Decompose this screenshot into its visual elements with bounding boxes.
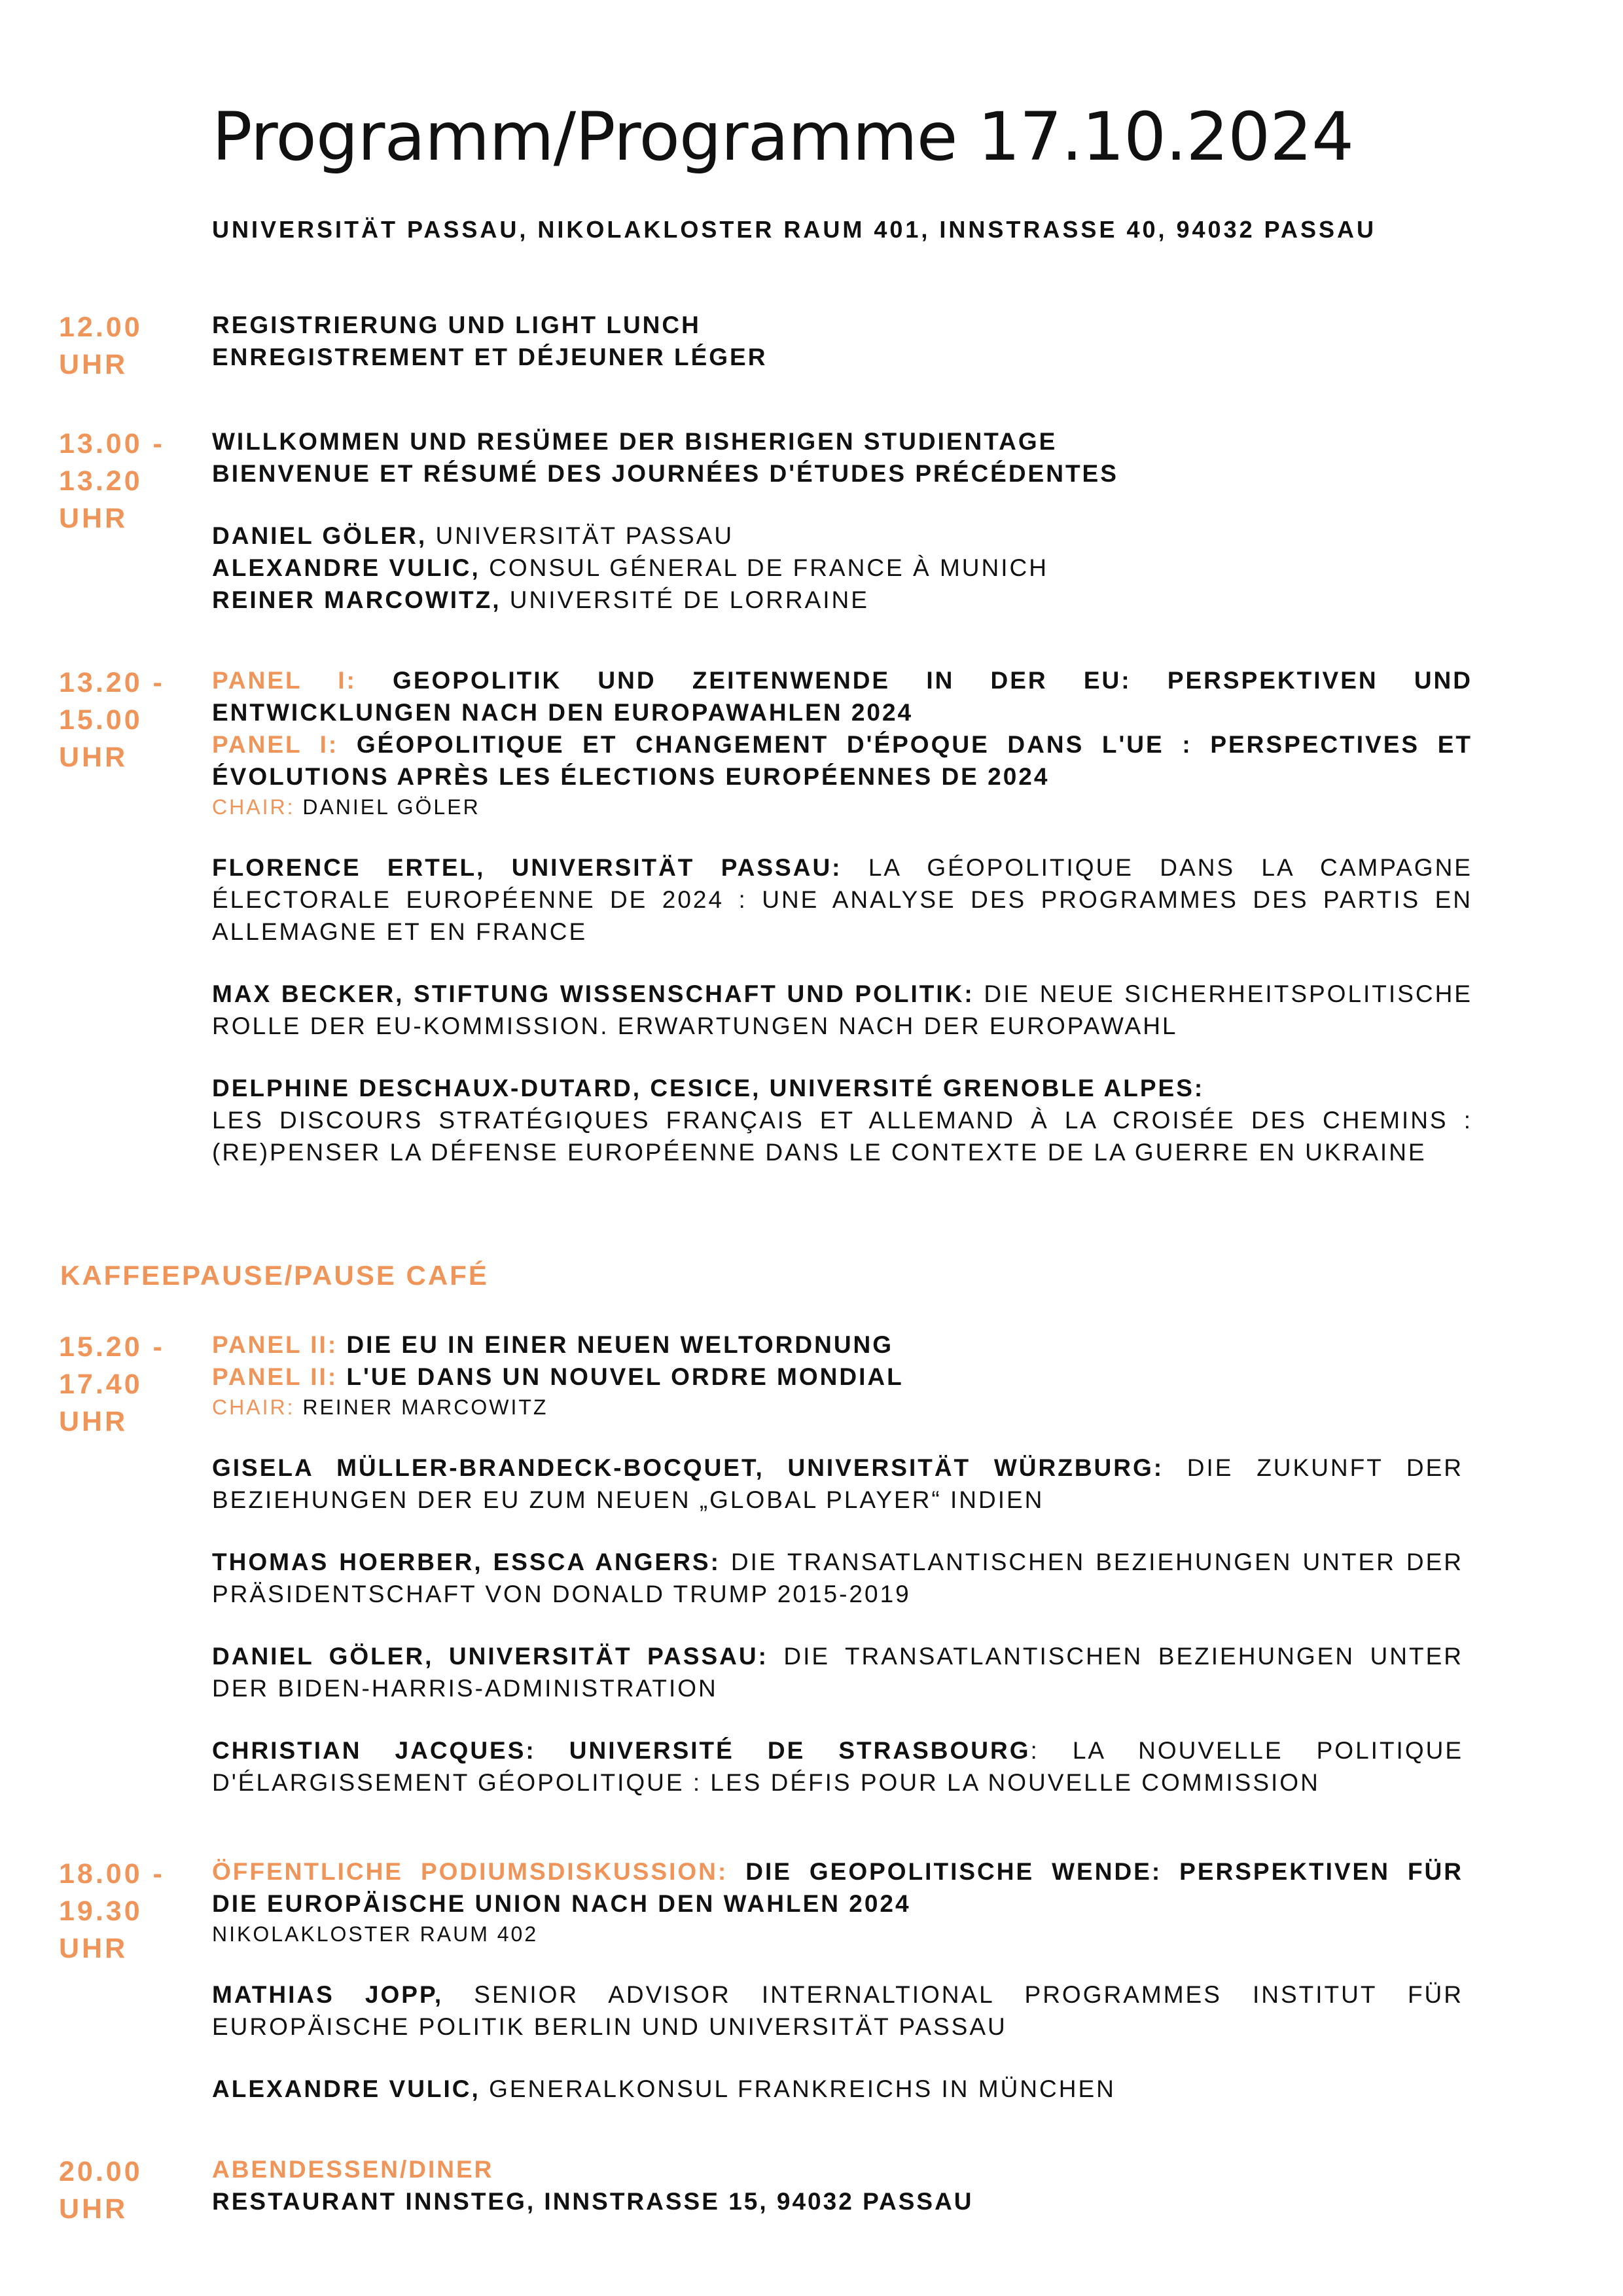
panel-label: PANEL I: — [212, 731, 339, 758]
talk-title: DIE TRANSATLANTISCHEN BEZIEHUNGEN UNTER DER PRÄSIDENTSCHAFT VON DONALD TRUMP 2015-2019 — [212, 1549, 1463, 1607]
talk-speaker-line — [212, 1072, 1472, 1104]
talk-speaker: DELPHINE DESCHAUX-DUTARD, CESICE, UNIVERSITÉ GRENOBLE ALPES: — [212, 1075, 1205, 1102]
podium-title-text: DIE GEOPOLITISCHE WENDE: PERSPEKTIVEN FÜR DIE EUROPÄISCHE UNION NACH DEN WAHLEN 2024 — [212, 1858, 1463, 1917]
podium-title — [212, 1856, 1463, 1920]
talk-speaker: GISELA MÜLLER-BRANDECK-BOCQUET, UNIVERSITÄT WÜRZBURG: — [212, 1454, 1164, 1481]
speaker-line — [212, 520, 1472, 552]
time-panel-2 — [59, 1329, 190, 1441]
speaker-affiliation: GENERALKONSUL FRANKREICHS IN MÜNCHEN — [480, 2075, 1116, 2102]
panel-label: PANEL II: — [212, 1331, 338, 1358]
time-line: 18.00 - — [59, 1858, 165, 1890]
speaker-line — [212, 552, 1472, 584]
panel-1-block — [212, 664, 1472, 1168]
coffee-break: KAFFEEPAUSE/PAUSE CAFÉ — [60, 1260, 489, 1291]
talk — [212, 852, 1472, 948]
time-line: UHR — [59, 349, 128, 380]
talk-speaker: FLORENCE ERTEL, UNIVERSITÄT PASSAU: — [212, 854, 842, 881]
time-line: 15.20 - — [59, 1331, 165, 1363]
time-dinner — [59, 2153, 190, 2228]
time-line: UHR — [59, 503, 128, 534]
speaker-name: REINER MARCOWITZ, — [212, 586, 501, 613]
talk-speaker: DANIEL GÖLER, UNIVERSITÄT PASSAU: — [212, 1643, 768, 1670]
talk — [212, 1452, 1463, 1516]
panel-title-text: GÉOPOLITIQUE ET CHANGEMENT D'ÉPOQUE DANS L'UE : PERSPECTIVES ET ÉVOLUTIONS APRÈS LES ÉLECTIONS EUROPÉENNES DE 2024 — [212, 731, 1473, 790]
time-line: 13.20 - — [59, 667, 165, 698]
time-line: UHR — [59, 1933, 128, 1964]
chair-name: DANIEL GÖLER — [294, 795, 480, 819]
speaker-affiliation: UNIVERSITÉ DE LORRAINE — [501, 586, 869, 613]
session-title-fr: BIENVENUE ET RÉSUMÉ DES JOURNÉES D'ÉTUDES PRÉCÉDENTES — [212, 460, 1118, 487]
talk-title: LES DISCOURS STRATÉGIQUES FRANÇAIS ET ALLEMAND À LA CROISÉE DES CHEMINS : (RE)PENSER LA DÉFENSE EUROPÉENNE DANS LE CONTEXTE DE LA GUERRE EN UKRAINE — [212, 1107, 1472, 1166]
talk-speaker: THOMAS HOERBER, ESSCA ANGERS: — [212, 1549, 721, 1575]
talk — [212, 1546, 1463, 1610]
talk-title: DIE NEUE SICHERHEITSPOLITISCHE ROLLE DER EU-KOMMISSION. ERWARTUNGEN NACH DER EUROPAWAHL — [212, 980, 1472, 1039]
panel-title-de — [212, 664, 1472, 728]
talk-title: DIE ZUKUNFT DER BEZIEHUNGEN DER EU ZUM NEUEN „GLOBAL PLAYER“ INDIEN — [212, 1454, 1463, 1513]
panel-label: PANEL II: — [212, 1363, 338, 1390]
speaker-line — [212, 584, 1472, 616]
time-welcome — [59, 425, 190, 537]
time-line: 13.00 - — [59, 428, 165, 459]
time-line: UHR — [59, 742, 128, 773]
time-line: UHR — [59, 2193, 128, 2225]
page-title: Programm/Programme 17.10.2024 — [212, 98, 1353, 176]
time-line: 17.40 — [59, 1369, 143, 1400]
panel-label: PANEL I: — [212, 667, 357, 694]
speaker-affiliation: SENIOR ADVISOR INTERNALTIONAL PROGRAMMES INSTITUT FÜR EUROPÄISCHE POLITIK BERLIN UND UNIVERSITÄT PASSAU — [212, 1981, 1463, 2040]
time-registration — [59, 309, 190, 384]
speaker-name: ALEXANDRE VULIC, — [212, 2075, 480, 2102]
welcome-block — [212, 425, 1472, 616]
podium-label: ÖFFENTLICHE PODIUMSDISKUSSION: — [212, 1858, 728, 1885]
talk-title: : LA NOUVELLE POLITIQUE D'ÉLARGISSEMENT GÉOPOLITIQUE : LES DÉFIS POUR LA NOUVELLE COMMISSION — [212, 1737, 1464, 1796]
session-title-de: WILLKOMMEN UND RESÜMEE DER BISHERIGEN STUDIENTAGE — [212, 428, 1058, 455]
talk-speaker: MAX BECKER, STIFTUNG WISSENSCHAFT UND POLITIK: — [212, 980, 974, 1007]
time-line: 19.30 — [59, 1895, 143, 1927]
panel-title-fr — [212, 1361, 1463, 1393]
time-line: 12.00 — [59, 312, 143, 343]
panel-title-text: GEOPOLITIK UND ZEITENWENDE IN DER EU: PERSPEKTIVEN UND ENTWICKLUNGEN NACH DEN EUROPAWAHLEN 2024 — [212, 667, 1472, 726]
speaker-line — [212, 1979, 1463, 2043]
panel-title-de — [212, 1329, 1463, 1361]
panel-title-fr — [212, 728, 1472, 793]
time-line: UHR — [59, 1406, 128, 1437]
speaker-affiliation: UNIVERSITÄT PASSAU — [427, 522, 734, 549]
panel-title-text: DIE EU IN EINER NEUEN WELTORDNUNG — [338, 1331, 894, 1358]
dinner-label: ABENDESSEN/DINER — [212, 2156, 494, 2183]
time-line: 13.20 — [59, 465, 143, 497]
talk-title: LA GÉOPOLITIQUE DANS LA CAMPAGNE ÉLECTORALE EUROPÉENNE DE 2024 : UNE ANALYSE DES PROGRAMMES DES PARTIS EN ALLEMAGNE ET EN FRANCE — [212, 854, 1472, 945]
time-line: 15.00 — [59, 704, 143, 736]
chair-line — [212, 1393, 1463, 1422]
speaker-name: MATHIAS JOPP, — [212, 1981, 444, 2008]
dinner-block — [212, 2153, 1463, 2217]
dinner-place: RESTAURANT INNSTEG, INNSTRASSE 15, 94032 PASSAU — [212, 2188, 974, 2215]
podium-block — [212, 1856, 1463, 2105]
session-title-de: REGISTRIERUNG UND LIGHT LUNCH — [212, 312, 701, 338]
talk-speaker: CHRISTIAN JACQUES: UNIVERSITÉ DE STRASBOURG — [212, 1737, 1031, 1764]
time-panel-1 — [59, 664, 190, 776]
time-line: 20.00 — [59, 2156, 143, 2187]
panel-title-text: L'UE DANS UN NOUVEL ORDRE MONDIAL — [338, 1363, 904, 1390]
venue-line: UNIVERSITÄT PASSAU, NIKOLAKLOSTER RAUM 401, INNSTRASSE 40, 94032 PASSAU — [212, 216, 1376, 243]
time-podium — [59, 1856, 190, 1967]
chair-label: CHAIR: — [212, 1395, 295, 1419]
talk — [212, 1734, 1463, 1799]
session-title-fr: ENREGISTREMENT ET DÉJEUNER LÉGER — [212, 344, 768, 370]
chair-name: REINER MARCOWITZ — [294, 1395, 548, 1419]
speaker-affiliation: CONSUL GÉNERAL DE FRANCE À MUNICH — [480, 554, 1048, 581]
registration-block — [212, 309, 1472, 373]
speaker-name: DANIEL GÖLER, — [212, 522, 427, 549]
talk — [212, 978, 1472, 1042]
talk — [212, 1640, 1463, 1704]
chair-label: CHAIR: — [212, 795, 295, 819]
speaker-name: ALEXANDRE VULIC, — [212, 554, 480, 581]
podium-room: NIKOLAKLOSTER RAUM 402 — [212, 1922, 539, 1946]
panel-2-block — [212, 1329, 1463, 1799]
speaker-line — [212, 2073, 1463, 2105]
chair-line — [212, 793, 1472, 821]
talk-title: DIE TRANSATLANTISCHEN BEZIEHUNGEN UNTER DER BIDEN-HARRIS-ADMINISTRATION — [212, 1643, 1463, 1702]
